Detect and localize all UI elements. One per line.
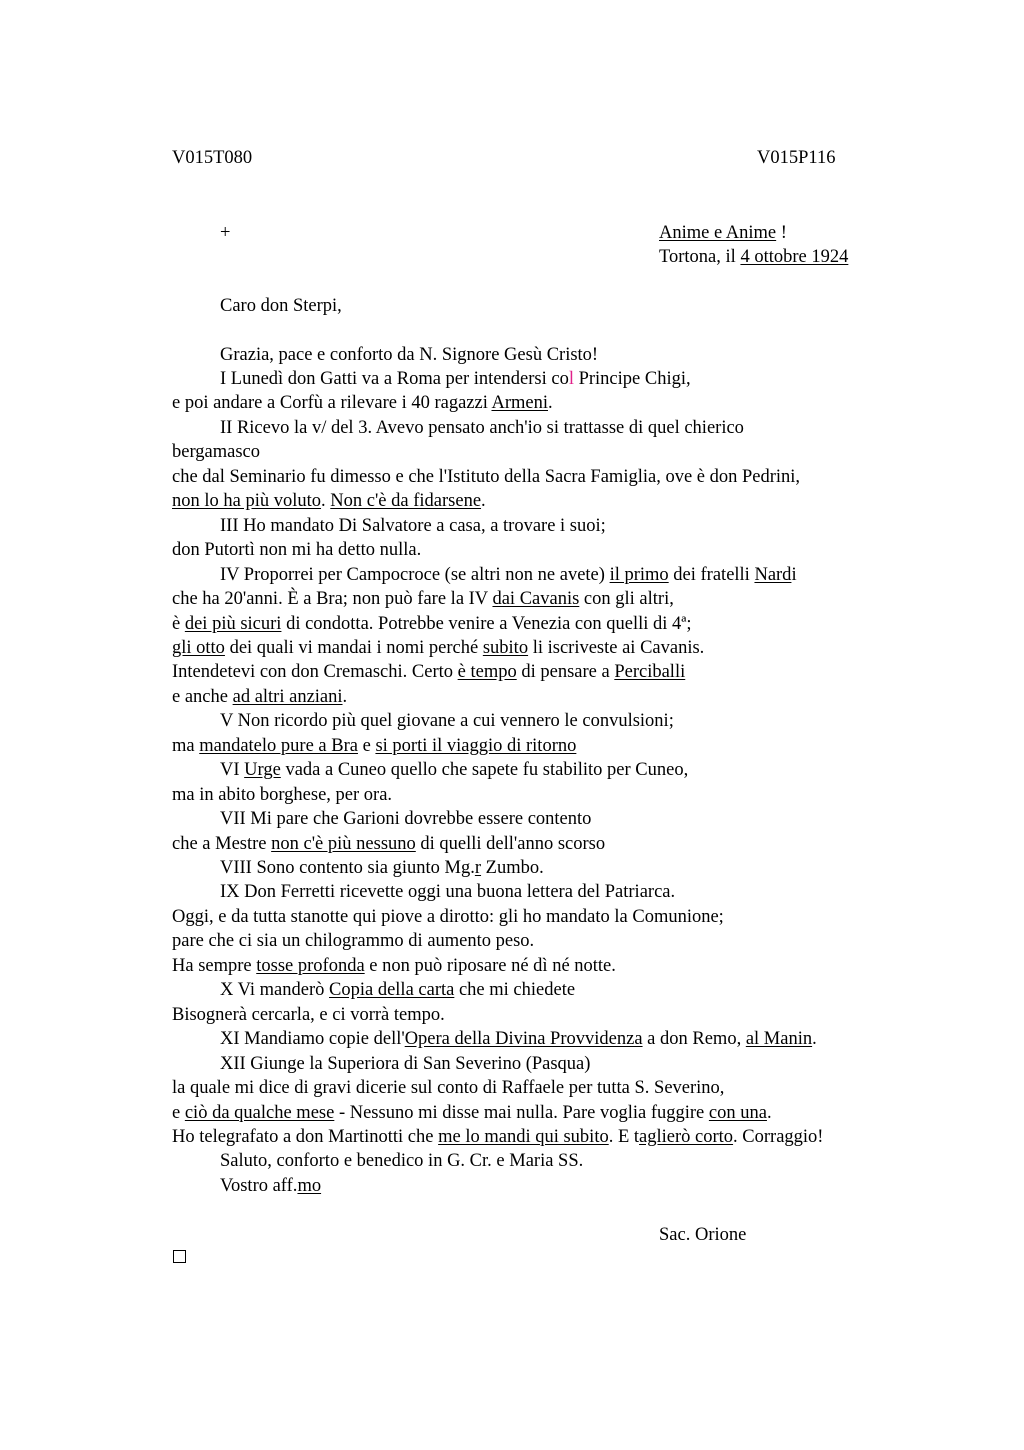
line-text: IV Proporrei per Campocroce (se altri non ne avete) [220,564,610,585]
underlined-text: al Manin [745,1029,813,1050]
line-text: - Nessuno mi disse mai nulla. Pare voglia fuggire [334,1102,709,1123]
body-line [172,954,616,978]
body-line [172,905,724,929]
underlined-text: Perciballi [614,662,686,683]
underlined-text: non c'è più nessuno [271,833,416,854]
body-line [220,856,544,880]
line-text: bergamasco [172,442,261,463]
underlined-text: me lo mandi qui subito [438,1126,609,1147]
line-text: la quale mi dice di gravi dicerie sul conto di Raffaele per tutta S. Severino, [172,1078,725,1099]
line-text: ma [172,735,200,756]
line-text: Zumbo. [481,858,544,878]
line-text: di quelli dell'anno scorso [415,833,606,854]
body-line [220,367,691,391]
line-text: IX Don Ferretti ricevette oggi una buona lettera del Patriarca. [220,882,676,903]
line-text: l [568,369,574,389]
line-text: che dal Seminario fu dimesso e che l'Istituto della Sacra Famiglia, ove è don Pedrini, [172,466,801,487]
line-text: a don Remo, [642,1029,746,1050]
body-line [220,563,797,587]
line-text: Intendetevi con don Cremaschi. Certo [172,662,458,683]
body-line [172,783,392,807]
underlined-text: dai Cavanis [492,589,580,610]
line-text: e poi andare a Corfù a rilevare i 40 ragazzi [172,393,492,414]
body-line [172,587,674,611]
underlined-text: subito [482,637,529,658]
line-text: pare che ci sia un chilogrammo di aumento peso. [172,931,535,952]
underlined-text: gli otto [172,637,225,658]
body-line [172,929,534,953]
body-line [220,1027,817,1051]
underlined-text: è tempo [457,662,517,683]
body-line [172,832,605,856]
line-text: di pensare a [516,662,615,683]
body-line [172,685,347,709]
underlined-text: ciò da qualche mese [184,1102,335,1123]
body-line [172,489,486,513]
line-text: è [172,613,185,634]
signature: Sac. Orione [659,1225,747,1245]
underlined-text: il primo [609,564,669,585]
document-code-left: V015T080 [172,148,253,168]
document-code-right: V015P116 [757,148,836,168]
line-text: Principe Chigi, [573,369,691,389]
underlined-text: Non c'è da fidarsene [330,491,482,512]
line-text: Vostro aff. [220,1175,298,1196]
underlined-text: tosse profonda [256,955,365,976]
line-text: vada a Cuneo quello che sapete fu stabilito per Cuneo, [280,760,689,781]
line-text: X Vi manderò [220,980,330,1001]
line-text: don Putortì non mi ha detto nulla. [172,540,422,561]
underlined-text: si porti il viaggio di ritorno [375,735,577,756]
line-text: Ho telegrafato a don Martinotti che [172,1126,439,1147]
salutation: Caro don Sterpi, [220,296,342,316]
dateline-prefix: Tortona, il [659,247,741,267]
dateline [659,245,848,269]
line-text: . [548,393,553,414]
body-line [220,1052,590,1076]
line-text: che ha 20'anni. È a Bra; non può fare la IV [172,589,493,610]
body-line [220,880,675,904]
body-line [172,465,800,489]
body-line [220,1174,321,1198]
line-text: VII Mi pare che Garioni dovrebbe essere contento [220,809,592,830]
line-text: II Ricevo la v/ del 3. Avevo pensato anch'io si trattasse di quel chierico [220,417,744,438]
line-text: Bisognerà cercarla, e ci vorrà tempo. [172,1004,445,1025]
letter-title-text: Anime e Anime [659,223,777,243]
underlined-text: aglierò corto [639,1126,734,1147]
underlined-text: dei più sicuri [184,613,282,634]
line-text: che a Mestre [172,833,272,854]
line-text: Ha sempre [172,955,257,976]
line-text: i [791,564,797,585]
letter-title [659,221,787,245]
body-line [220,416,744,440]
line-text: dei quali vi mandai i nomi perché [224,637,483,658]
line-text: I Lunedì don Gatti va a Roma per intendersi co [220,369,569,389]
line-text: li iscriveste ai Cavanis. [528,637,705,658]
line-text: . [481,491,486,512]
line-text: e anche [172,686,233,707]
body-line [220,514,606,538]
line-text: VI [220,760,245,781]
body-line [220,758,688,782]
letter-title-suffix: ! [776,223,787,243]
underlined-text: r [474,858,482,878]
underlined-text: Nard [754,564,792,585]
line-text: . E t [608,1126,640,1147]
line-text: e [357,735,376,756]
line-text: e non può riposare né dì né notte. [364,955,616,976]
line-text: e [172,1102,185,1123]
body-line [172,391,553,415]
underlined-text: non lo ha più voluto [172,491,322,512]
underlined-text: mo [297,1175,322,1196]
dateline-date: 4 ottobre 1924 [740,247,849,267]
body-line [172,538,421,562]
cross-mark: + [220,223,231,243]
line-text: XII Giunge la Superiora di San Severino (Pasqua) [220,1053,591,1074]
body-line [172,612,692,636]
line-text: . [342,686,348,707]
body-line [172,440,260,464]
body-line [220,709,674,733]
body-line [220,1149,583,1173]
underlined-text: ad altri anziani [232,686,343,707]
body-line [172,734,576,758]
greeting: Grazia, pace e conforto da N. Signore Gesù Cristo! [220,345,599,365]
body-line [172,660,685,684]
line-text: V Non ricordo più quel giovane a cui vennero le convulsioni; [220,711,674,732]
line-text: dei fratelli [668,564,755,585]
body-line [172,1076,724,1100]
body-line [172,1125,823,1149]
line-text: . [766,1102,772,1123]
underlined-text: Urge [244,760,281,781]
line-text: III Ho mandato Di Salvatore a casa, a trovare i suoi; [220,515,606,536]
body-line [220,978,575,1002]
underlined-text: Opera della Divina Provvidenza [404,1029,643,1050]
line-text: che mi chiedete [454,980,576,1001]
line-text: con gli altri, [579,589,674,610]
line-text: di condotta. Potrebbe venire a Venezia con quelli di 4ª; [281,613,692,634]
line-text: . Corraggio! [733,1126,824,1147]
body-line [172,1003,445,1027]
line-text: ma in abito borghese, per ora. [172,784,393,805]
line-text: . [321,491,331,512]
empty-square-icon [173,1250,186,1263]
line-text: Saluto, conforto e benedico in G. Cr. e Maria SS. [220,1151,584,1172]
underlined-text: Copia della carta [329,980,455,1001]
line-text: . [812,1029,817,1050]
underlined-text: con una [708,1102,767,1123]
line-text: VIII Sono contento sia giunto Mg. [220,858,475,878]
line-text: Oggi, e da tutta stanotte qui piove a dirotto: gli ho mandato la Comunione; [172,906,724,927]
body-line [172,1101,772,1125]
underlined-text: Armeni [491,393,548,414]
body-line [172,636,704,660]
underlined-text: mandatelo pure a Bra [199,735,358,756]
line-text: XI Mandiamo copie dell' [220,1029,405,1050]
body-line [220,807,591,831]
